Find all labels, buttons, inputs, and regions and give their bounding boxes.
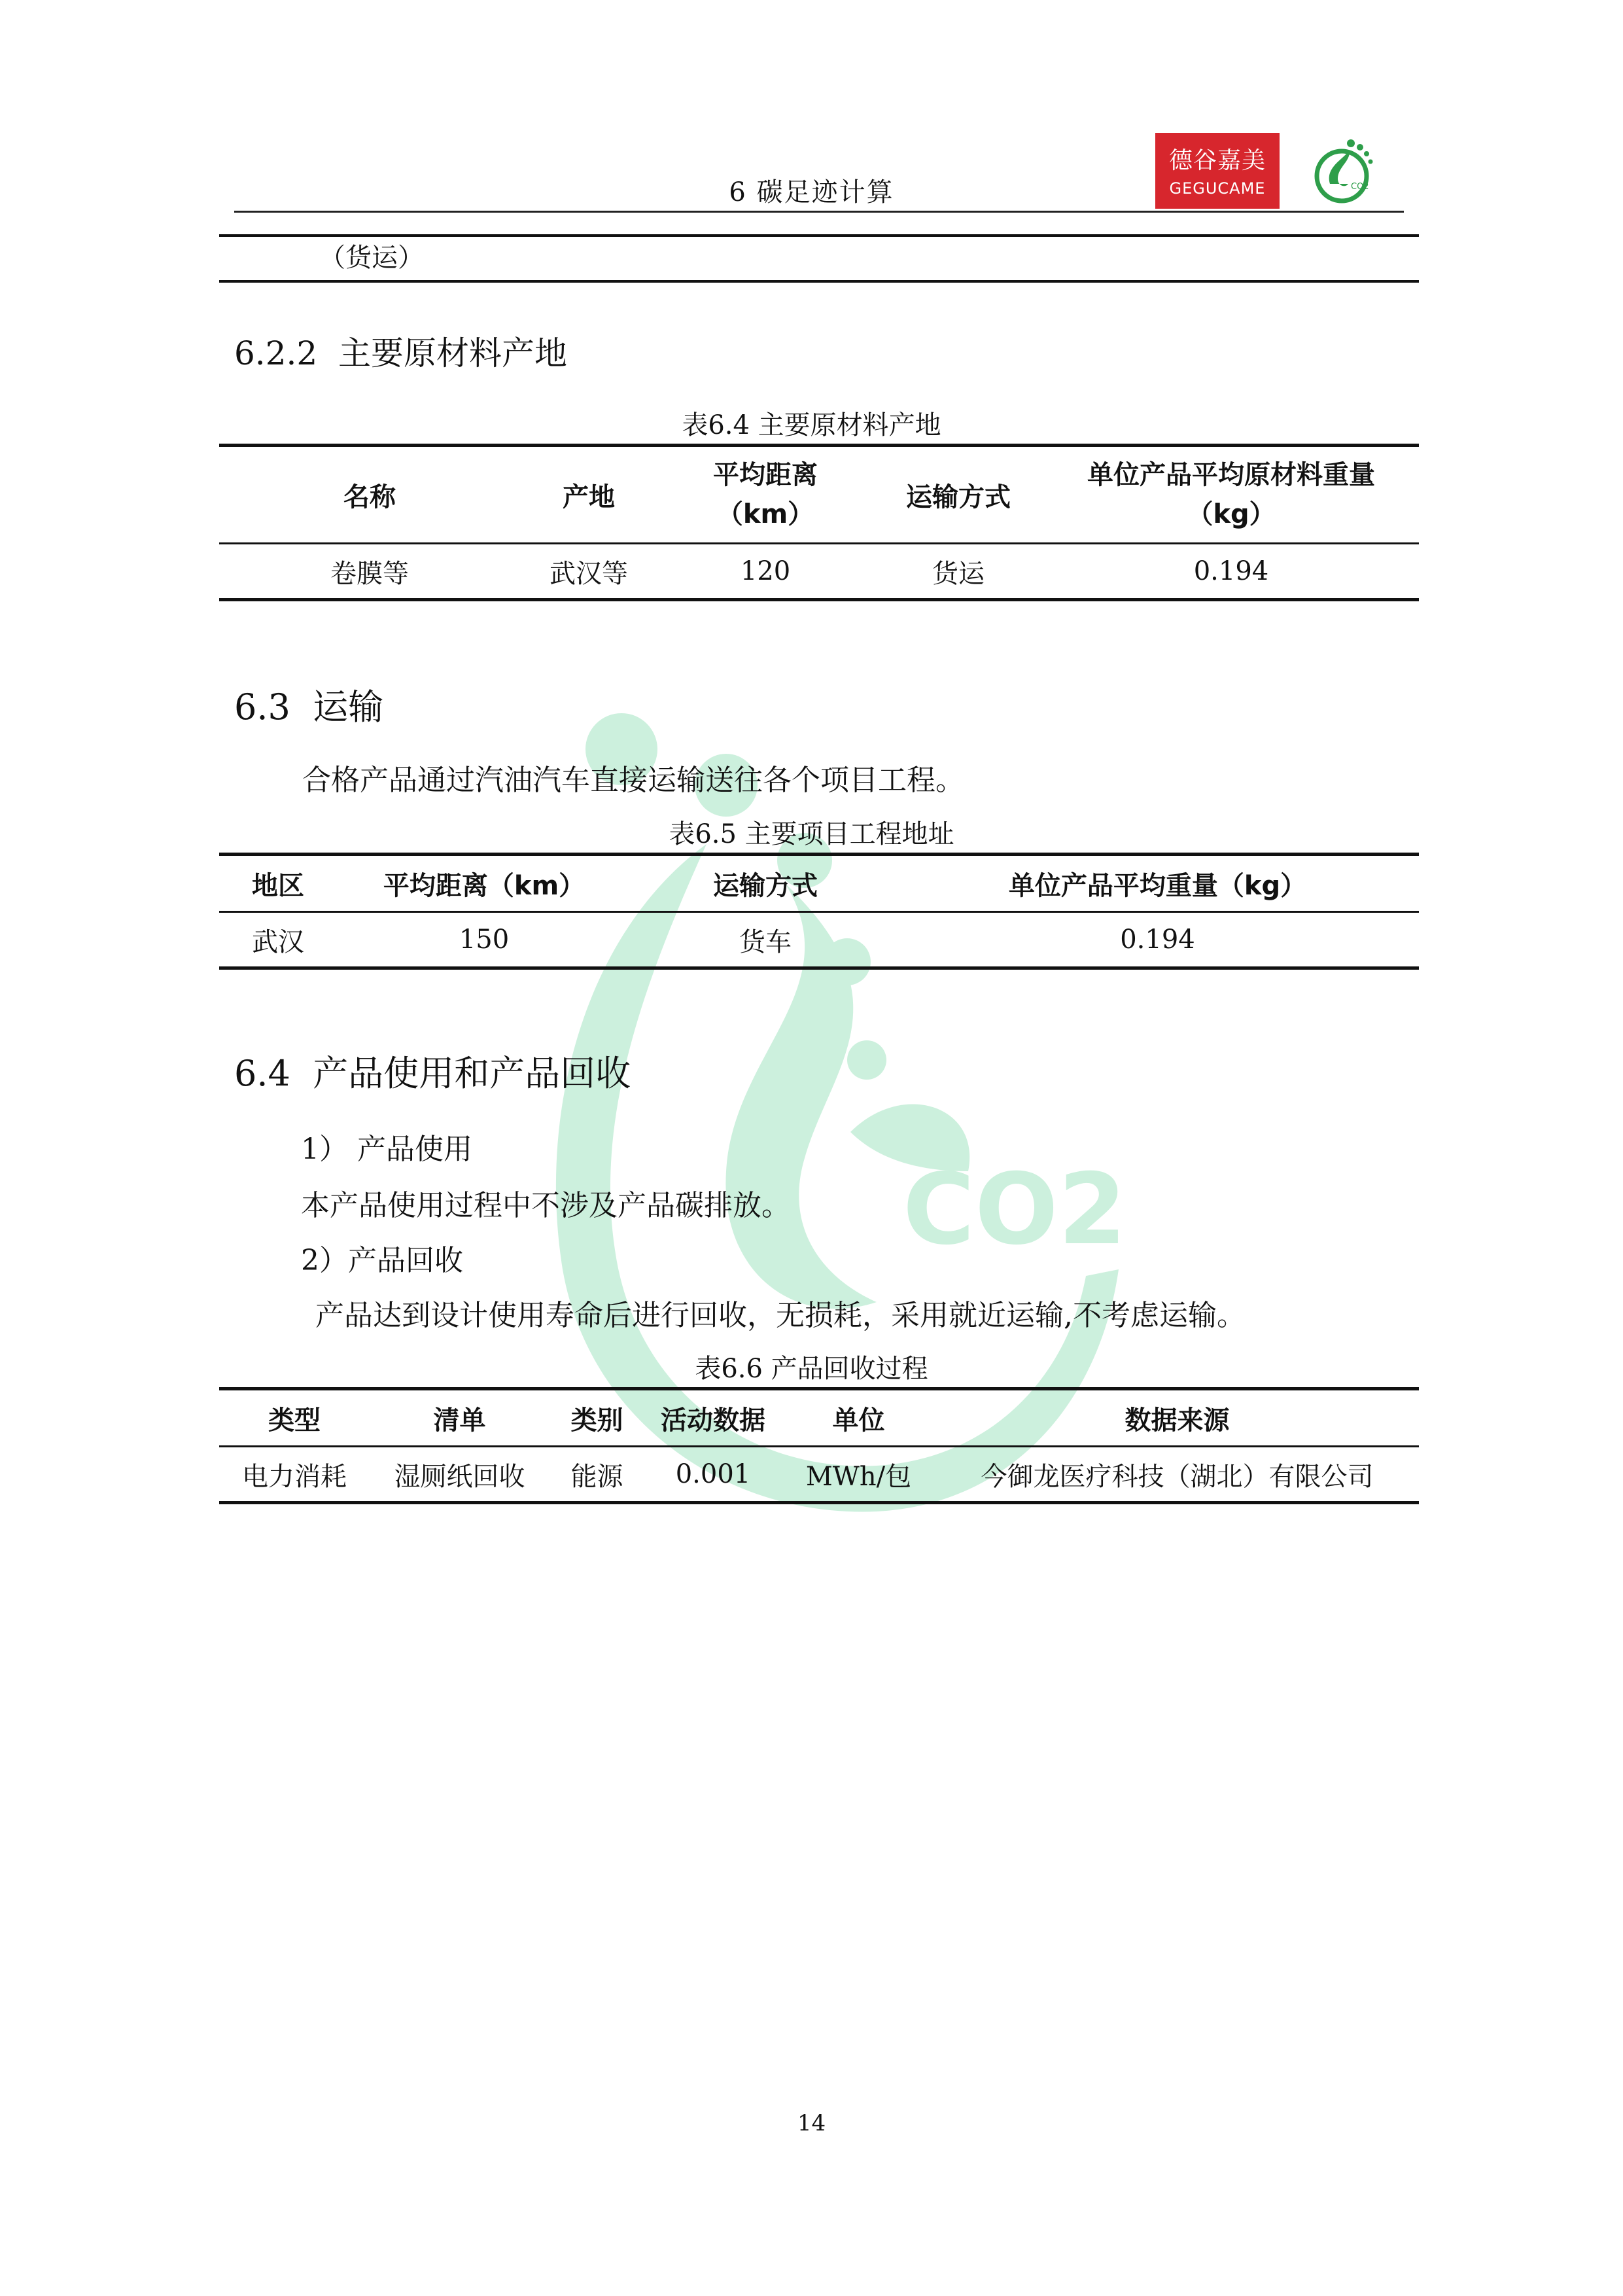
section-title: 产品使用和产品回收 [313,1053,631,1094]
list-item-1: 1） 产品使用 [301,1133,472,1166]
table-cell: 武汉等 [550,558,628,589]
table-header-cell: 单位产品平均原材料重量 （kg） [1043,446,1419,544]
table-cell: 120 [740,556,791,586]
section-title: 运输 [313,686,384,728]
logo-badge-text: CO2 [1351,182,1369,192]
table-caption-6-6: 表6.6 产品回收过程 [695,1354,928,1384]
section-heading-6-2-2 [234,327,567,374]
table-header-cell: 清单 [370,1389,550,1447]
table-cell: 货车 [739,927,792,957]
table-header-cell: 类型 [219,1389,370,1447]
table-cell: 150 [459,925,510,955]
list-item-2: 2）产品回收 [301,1244,463,1277]
list-item-2-text: 产品达到设计使用寿命后进行回收，无损耗，采用就近运输,不考虑运输。 [315,1299,1246,1332]
table-cell: 卷膜等 [330,558,409,589]
header-rule [234,211,1404,213]
company-logo [1155,133,1280,209]
table-row [219,544,1419,600]
list-item-1-text: 本产品使用过程中不涉及产品碳排放。 [301,1189,790,1222]
table-header-cell: 运输方式 [873,446,1043,544]
table-caption-6-4: 表6.4 主要原材料产地 [682,410,941,440]
table-cell: 湿厕纸回收 [394,1461,525,1492]
table-product-recycling [219,1387,1419,1504]
section-number: 6.2.2 [234,334,318,372]
section-title: 主要原材料产地 [338,334,568,372]
table-raw-material-origin [219,444,1419,601]
table-project-address [219,853,1419,970]
continuation-cell: （货运） [319,243,424,273]
section-heading-6-4 [234,1046,631,1096]
table-cell: 能源 [570,1461,623,1492]
page-number: 14 [797,2110,826,2136]
body-paragraph: 合格产品通过汽油汽车直接运输送往各个项目工程。 [302,764,964,797]
header-title: 6 碳足迹计算 [729,177,894,207]
section-heading-6-3 [234,679,383,730]
table-cell: 武汉 [252,927,304,957]
table-cell: 今御龙医疗科技（湖北）有限公司 [981,1461,1374,1492]
table-header-cell: 名称 [219,446,520,544]
table-cell: 货运 [932,558,985,589]
table-caption-6-5: 表6.5 主要项目工程地址 [669,819,954,849]
table-cell: 0.194 [1193,556,1269,586]
table-header-cell: 单位产品平均重量（kg） [896,855,1419,912]
footprint-logo-icon [1304,133,1382,209]
table-header-cell: 类别 [550,1389,644,1447]
logo-en-text: GEGUCAME [1169,179,1266,198]
table-row [219,912,1419,968]
table-cell: MWh/包 [805,1461,912,1492]
table-cell: 0.001 [675,1459,751,1489]
watermark-text: CO2 [903,1153,1126,1267]
table-header-cell: 数据来源 [935,1389,1419,1447]
table-header-cell: 平均距离 （km） [657,446,873,544]
table-cell: 电力消耗 [242,1461,347,1492]
logo-cn-text: 德谷嘉美 [1168,147,1266,174]
table-header-cell: 产地 [520,446,657,544]
table-header-cell: 平均距离（km） [334,855,635,912]
table-header-cell: 运输方式 [635,855,896,912]
table-row [219,1447,1419,1503]
table-header-cell: 单位 [782,1389,935,1447]
continuation-bottom-rule [219,280,1419,283]
section-number: 6.3 [234,686,290,728]
section-number: 6.4 [234,1053,290,1094]
table-header-cell: 活动数据 [644,1389,782,1447]
table-header-cell: 地区 [219,855,334,912]
table-cell: 0.194 [1120,925,1195,955]
